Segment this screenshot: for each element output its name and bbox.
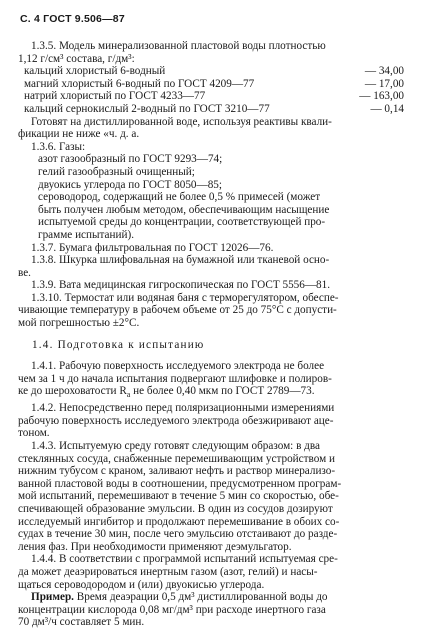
paragraph-line: фикации не ниже «ч. д. а.	[18, 128, 140, 141]
paragraph-1-4-2-line: тоном.	[18, 427, 50, 440]
gas-item: сероводород, содержащий не более 0,5 % примесей (может	[38, 191, 321, 204]
gas-item: грамме испытаний).	[38, 228, 135, 241]
component-name: кальций сернокислый 2-водный по ГОСТ 3210—77	[24, 102, 270, 115]
paragraph-1-4-3-line: ванной пластовой воды в соотношении, предусмотренном програм-	[18, 477, 342, 490]
section-heading: 1.4. Подготовка к испытанию	[32, 338, 205, 351]
example-line: концентрации кислорода 0,08 мг/дм³ при расходе инертного газа	[18, 603, 326, 616]
component-name: натрий хлористый по ГОСТ 4233—77	[24, 90, 206, 103]
paragraph-1-4-1-line: чем за 1 ч до начала испытания подвергают шлифовке и полиров-	[18, 372, 332, 385]
document-body	[18, 40, 404, 629]
component-name: кальций хлористый 6-водный	[24, 65, 166, 78]
paragraph-1-4-3-line: ления фаз. При необходимости применяют деэмульгатор.	[18, 540, 292, 553]
paragraph-1-4-3-line: стеклянных сосуда, снабженные перемешивающим устройством и	[18, 452, 335, 465]
component-value: — 17,00	[364, 77, 404, 90]
component-row	[18, 78, 404, 91]
paragraph-1-4-3-line: исследуемый ингибитор и продолжают перемешивание в обоих со-	[18, 515, 340, 528]
paragraph-1-4-2-line: 1.4.2. Непосредственно перед поляризационными измерениями	[31, 402, 335, 415]
component-value: — 34,00	[364, 65, 404, 78]
paragraph-1-3-8-line: ве.	[18, 266, 31, 279]
paragraph-1-4-2-line: рабочую поверхность исследуемого электрода обезжиривают аце-	[18, 414, 334, 427]
component-name: магний хлористый 6-водный по ГОСТ 4209—77	[24, 77, 255, 90]
paragraph-1-4-1-line: 1.4.1. Рабочую поверхность исследуемого электрода не более	[31, 360, 325, 373]
component-value: — 0,14	[370, 102, 404, 115]
subscript: a	[126, 390, 131, 400]
paragraph-1-4-4-line: 1.4.4. В соответствии с программой испытаний испытуемая сре-	[31, 553, 338, 566]
paragraph-1-4-3-line: мой испытаний, перемешивают в течение 5 мин со скоростью, обе-	[18, 490, 339, 503]
paragraph-1-3-5-line: 1,12 г/см³ состава, г/дм³:	[18, 52, 135, 65]
component-value: — 163,00	[359, 90, 404, 103]
paragraph-1-4-3-line: нижним тубусом с краном, заливают нефть и раствор минерализо-	[18, 465, 336, 478]
paragraph-1-4-3-line: 1.4.3. Испытуемую среду готовят следующим образом: в два	[31, 440, 320, 453]
gas-item: быть получен любым методом, обеспечивающим насыщение	[38, 203, 330, 216]
paragraph-1-3-5-line: 1.3.5. Модель минерализованной пластовой воды плотностью	[31, 40, 326, 52]
paragraph-1-3-10-line: 1.3.10. Термостат или водяная баня с терморегулятором, обеспе-	[31, 291, 339, 304]
paragraph-1-3-10-line: мой погрешностью ±2°С.	[18, 317, 140, 330]
paragraph-1-4-3-line: спечивающей образование эмульсии. В один из сосудов дозируют	[18, 503, 333, 516]
example-line: Пример. Время деаэрации 0,5 дм³ дистиллированной воды до	[31, 591, 328, 604]
paragraph-1-3-6-line: 1.3.6. Газы:	[31, 140, 86, 153]
paragraph-1-3-9: 1.3.9. Вата медицинская гигроскопическая по ГОСТ 5556—81.	[31, 279, 331, 292]
component-row	[18, 90, 404, 103]
gas-item: азот газообразный по ГОСТ 9293—74;	[38, 153, 223, 166]
paragraph-1-4-4-line: да может деаэрироваться инертным газом (азот, гелий) и насы-	[18, 565, 318, 578]
paragraph-1-4-3-line: судах в течение 30 мин, после чего эмульсию отстаивают до разде-	[18, 528, 338, 541]
paragraph-1-4-1-line: ке до шероховатости $R_a$ не более 0,40 мкм по ГОСТ 2789—73.	[18, 385, 315, 400]
paragraph-1-4-4-line: щаться сероводородом и (или) двуокисью углерода.	[18, 578, 265, 591]
component-row	[18, 65, 404, 78]
paragraph-1-3-7: 1.3.7. Бумага фильтровальная по ГОСТ 12026—76.	[31, 241, 274, 254]
example-label: Пример.	[31, 591, 74, 604]
example-line: 70 дм³/ч составляет 5 мин.	[18, 616, 145, 629]
component-row	[18, 103, 404, 116]
paragraph-1-3-8-line: 1.3.8. Шкурка шлифовальная на бумажной или тканевой осно-	[31, 254, 330, 267]
gas-item: двуокись углерода по ГОСТ 8050—85;	[38, 178, 223, 191]
paragraph-line: Готовят на дистиллированной воде, используя реактивы квали-	[31, 115, 332, 128]
page-header: С. 4 ГОСТ 9.506—87	[20, 13, 125, 25]
gas-item: испытуемой среды до концентрации, соответствующей про-	[38, 216, 326, 229]
paragraph-1-3-10-line: чивающие температуру в рабочем объеме от 25 до 75°С с допусти-	[18, 304, 337, 317]
gas-item: гелий газообразный очищенный;	[38, 165, 195, 178]
